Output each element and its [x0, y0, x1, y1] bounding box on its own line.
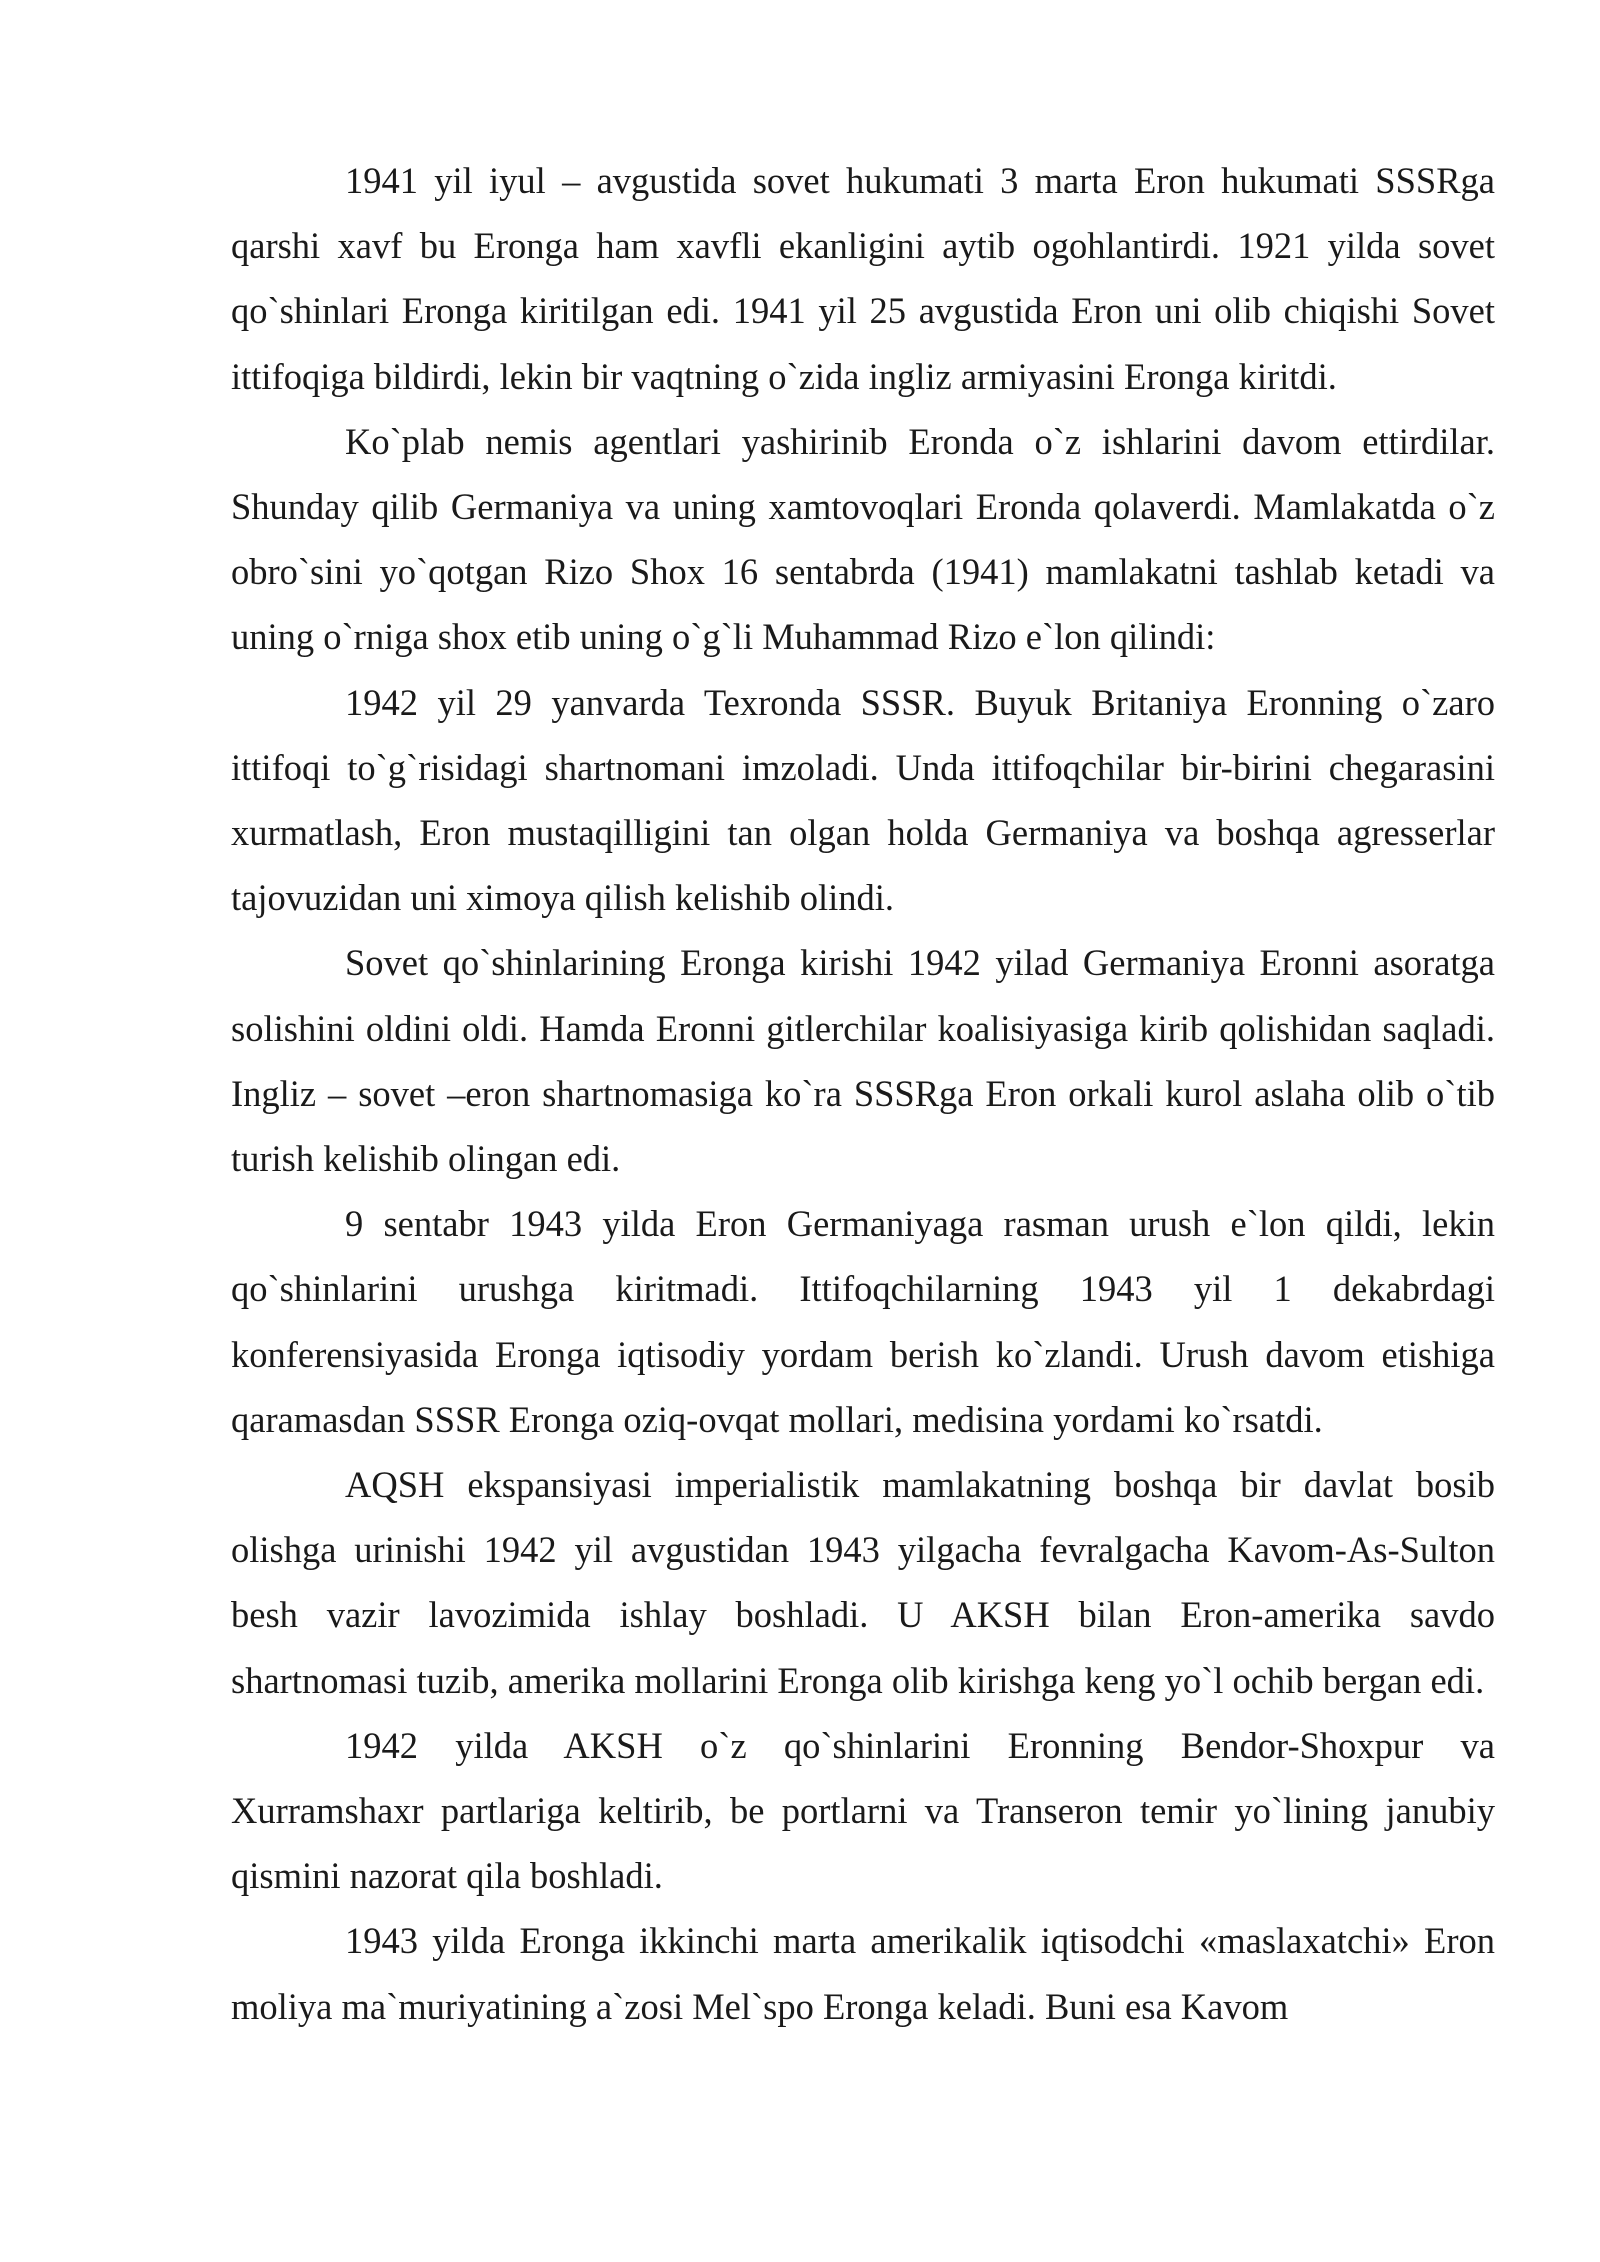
paragraph-1: 1941 yil iyul – avgustida sovet hukumati 3 marta Eron hukumati SSSRga qarshi xavf bu Eronga ham xavfli ekanligini aytib ogohlantirdi. 1921 yilda sovet qo`shinlari Eronga kiritilgan edi. 1941 yil 25 avgustida Eron uni olib chiqishi Sovet ittifoqiga bildirdi, lekin bir vaqtning o`zida ingliz armiyasini Eronga kiritdi.	[231, 160, 1495, 397]
paragraph-6: AQSH ekspansiyasi imperialistik mamlakatning boshqa bir davlat bosib olishga urinishi 1942 yil avgustidan 1943 yilgacha fevralgacha Kavom-As-Sulton besh vazir lavozimida ishlay boshladi. U AKSH bilan Eron-amerika savdo shartnomasi tuzib, amerika mollarini Eronga olib kirishga keng yo`l ochib bergan edi.	[231, 1464, 1495, 1701]
paragraph-4: Sovet qo`shinlarining Eronga kirishi 1942 yilad Germaniya Eronni asoratga solishini oldini oldi. Hamda Eronni gitlerchilar koalisiyasiga kirib qolishidan saqladi. Ingliz – sovet –eron shartnomasiga ko`ra SSSRga Eron orkali kurol aslaha olib o`tib turish kelishib olingan edi.	[231, 942, 1495, 1180]
paragraph-2: Ko`plab nemis agentlari yashirinib Eronda o`z ishlarini davom ettirdilar. Shunday qilib Germaniya va uning xamtovoqlari Eronda qolaverdi. Mamlakatda o`z obro`sini yo`qotgan Rizo Shox 16 sentabrda (1941) mamlakatni tashlab ketadi va uning o`rniga shox etib uning o`g`li Muhammad Rizo e`lon qilindi:	[231, 420, 1495, 658]
document-page	[231, 148, 1495, 2039]
paragraph-8: 1943 yilda Eronga ikkinchi marta amerikalik iqtisodchi «maslaxatchi» Eron moliya ma`muriyatining a`zosi Mel`spo Eronga keladi. Buni esa Kavom	[231, 1920, 1495, 2027]
paragraph-7: 1942 yilda AKSH o`z qo`shinlarini Eronning Bendor-Shoxpur va Xurramshaxr partlariga keltirib, be portlarni va Transeron temir yo`lining janubiy qismini nazorat qila boshladi.	[231, 1724, 1495, 1897]
paragraph-3: 1942 yil 29 yanvarda Texronda SSSR. Buyuk Britaniya Eronning o`zaro ittifoqi to`g`risidagi shartnomani imzoladi. Unda ittifoqchilar bir-birini chegarasini xurmatlash, Eron mustaqilligini tan olgan holda Germaniya va boshqa agresserlar tajovuzidan uni ximoya qilish kelishib olindi.	[231, 681, 1495, 919]
paragraph-5: 9 sentabr 1943 yilda Eron Germaniyaga rasman urush e`lon qildi, lekin qo`shinlarini urushga kiritmadi. Ittifoqchilarning 1943 yil 1 dekabrdagi konferensiyasida Eronga iqtisodiy yordam berish ko`zlandi. Urush davom etishiga qaramasdan SSSR Eronga oziq-ovqat mollari, medisina yordami ko`rsatdi.	[231, 1203, 1495, 1440]
